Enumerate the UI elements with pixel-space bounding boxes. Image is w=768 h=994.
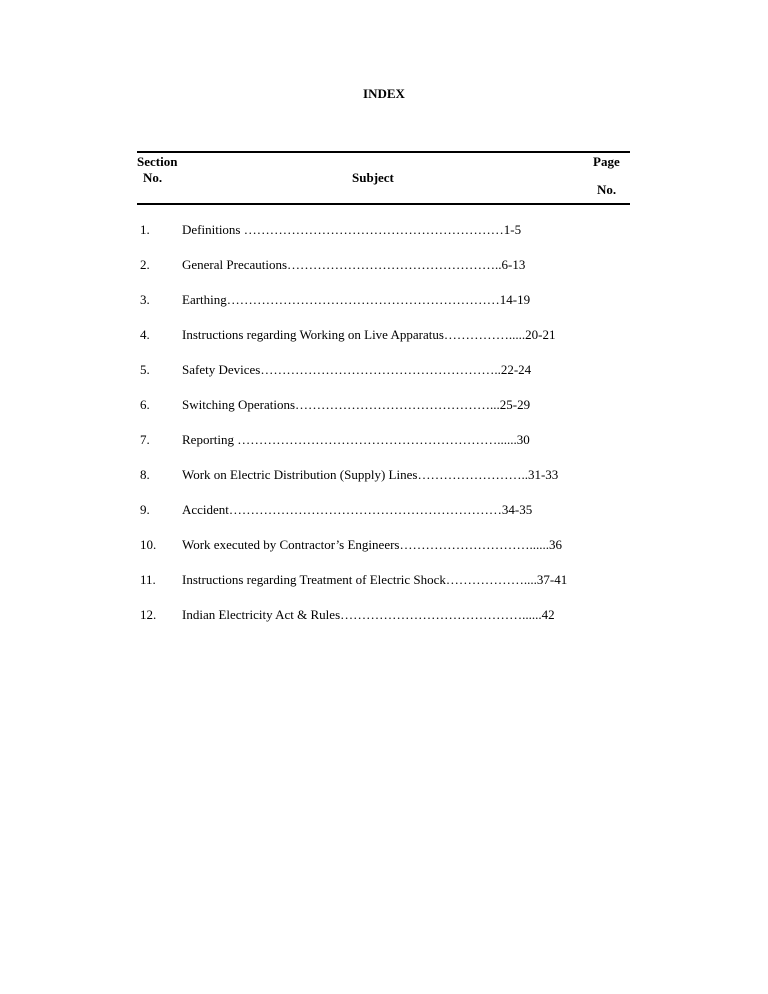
section-number-header (137, 154, 177, 186)
entry-subject: Instructions regarding Treatment of Electric Shock………………....37-41 (182, 572, 568, 587)
index-entry (0, 606, 768, 624)
index-entry (0, 501, 768, 519)
entry-number: 6. (140, 397, 150, 412)
entry-subject: Definitions ……………………………………………………1-5 (182, 222, 522, 237)
entry-number: 10. (140, 537, 157, 552)
entry-subject: General Precautions…………………………………………..6-13 (182, 257, 526, 272)
table-header-top-rule (137, 151, 630, 153)
section-header-line2: No. (143, 170, 163, 185)
index-entry (0, 326, 768, 344)
entry-number: 4. (140, 327, 150, 342)
entry-subject: Indian Electricity Act & Rules……………………………………......42 (182, 607, 555, 622)
index-entry (0, 431, 768, 449)
index-entry (0, 466, 768, 484)
page-title: INDEX (363, 86, 405, 101)
table-header-bottom-rule (137, 203, 630, 205)
entry-subject: Instructions regarding Working on Live Apparatus…………….....20-21 (182, 327, 556, 342)
index-entry (0, 536, 768, 554)
entry-subject: Reporting ……………………………………………………......30 (182, 432, 530, 447)
index-entry (0, 396, 768, 414)
entry-subject: Work executed by Contractor’s Engineers…………………………......36 (182, 537, 562, 552)
entry-subject: Safety Devices………………………………………………..22-24 (182, 362, 532, 377)
entry-number: 9. (140, 502, 150, 517)
entry-subject: Work on Electric Distribution (Supply) Lines……………………..31-33 (182, 467, 559, 482)
page-header: Page (593, 154, 620, 169)
entry-number: 7. (140, 432, 150, 447)
entry-number: 11. (140, 572, 156, 587)
index-entry (0, 221, 768, 239)
entry-number: 12. (140, 607, 157, 622)
index-entry (0, 291, 768, 309)
entry-number: 3. (140, 292, 150, 307)
entry-number: 1. (140, 222, 150, 237)
entry-number: 8. (140, 467, 150, 482)
page-number-header: No. (597, 182, 617, 197)
index-entry (0, 256, 768, 274)
section-header-line1: Section (137, 154, 178, 169)
entry-number: 5. (140, 362, 150, 377)
entry-subject: Switching Operations………………………………………...25-29 (182, 397, 531, 412)
index-entry (0, 361, 768, 379)
entry-subject: Accident………………………………………………………34-35 (182, 502, 533, 517)
index-entry (0, 571, 768, 589)
subject-header: Subject (352, 170, 394, 185)
entry-number: 2. (140, 257, 150, 272)
entry-subject: Earthing………………………………………………………14-19 (182, 292, 531, 307)
